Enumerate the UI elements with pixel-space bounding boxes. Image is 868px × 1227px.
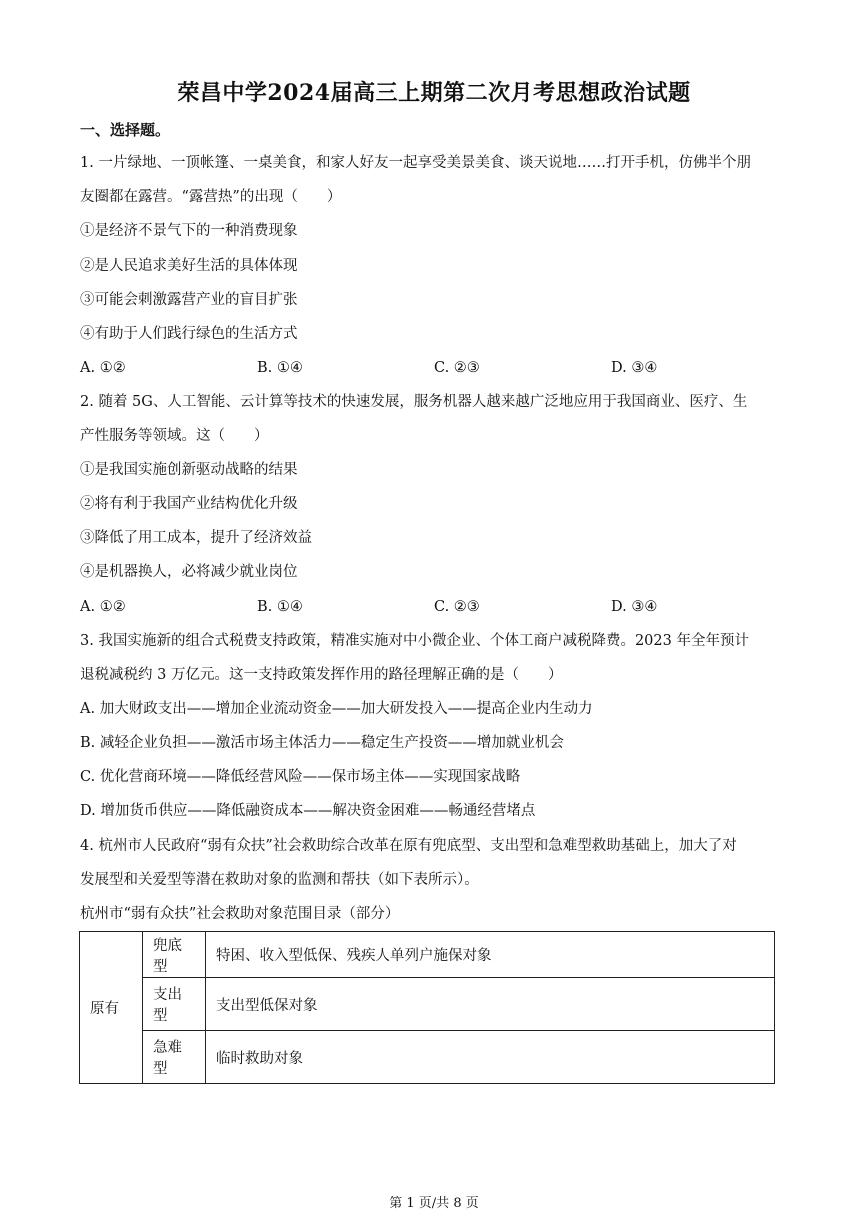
q1-item-1: ①是经济不景气下的一种消费现象 bbox=[80, 223, 298, 239]
q1-stem-line2: 友圈都在露营。“露营热”的出现（ ） bbox=[80, 189, 342, 205]
assistance-table bbox=[79, 931, 775, 1084]
q2-option-b: B. ①④ bbox=[257, 599, 303, 615]
table-type-cell: 支出型 bbox=[143, 978, 206, 1031]
q2-item-2: ②将有利于我国产业结构优化升级 bbox=[80, 496, 298, 512]
q1-item-4: ④有助于人们践行绿色的生活方式 bbox=[80, 326, 298, 342]
q3-stem-line2: 退税减税约 3 万亿元。这一支持政策发挥作用的路径理解正确的是（ ） bbox=[80, 667, 563, 683]
table-desc-cell: 临时救助对象 bbox=[206, 1031, 775, 1084]
q2-option-a: A. ①② bbox=[80, 599, 126, 615]
q3-option-b: B. 减轻企业负担——激活市场主体活力——稳定生产投资——增加就业机会 bbox=[80, 735, 564, 751]
q2-option-d: D. ③④ bbox=[611, 599, 658, 615]
q1-option-b: B. ①④ bbox=[257, 360, 303, 376]
q1-stem-line1: 1. 一片绿地、一顶帐篷、一桌美食，和家人好友一起享受美景美食、谈天说地……打开手机，仿佛半个朋 bbox=[80, 155, 751, 171]
q1-option-a: A. ①② bbox=[80, 360, 126, 376]
q1-item-2: ②是人民追求美好生活的具体体现 bbox=[80, 258, 298, 274]
table-type-cell: 急难型 bbox=[143, 1031, 206, 1084]
table-desc-cell: 特困、收入型低保、残疾人单列户施保对象 bbox=[206, 932, 775, 978]
section-heading: 一、选择题。 bbox=[80, 121, 171, 139]
q3-option-c: C. 优化营商环境——降低经营风险——保市场主体——实现国家战略 bbox=[80, 769, 521, 785]
page-footer: 第 1 页/共 8 页 bbox=[389, 1196, 479, 1211]
q1-option-c: C. ②③ bbox=[434, 360, 480, 376]
q1-option-d: D. ③④ bbox=[611, 360, 658, 376]
table-desc-cell: 支出型低保对象 bbox=[206, 978, 775, 1031]
table-group-cell: 原有 bbox=[80, 932, 143, 1084]
table-row bbox=[80, 978, 775, 1031]
q4-stem-line2: 发展型和关爱型等潜在救助对象的监测和帮扶（如下表所示）。 bbox=[80, 872, 479, 888]
q2-item-4: ④是机器换人，必将减少就业岗位 bbox=[80, 564, 298, 580]
q2-stem-line2: 产性服务等领域。这（ ） bbox=[80, 428, 269, 444]
page-title: 荣昌中学2024届高三上期第二次月考思想政治试题 bbox=[177, 80, 691, 106]
q2-stem-line1: 2. 随着 5G、人工智能、云计算等技术的快速发展，服务机器人越来越广泛地应用于我国商业、医疗、生 bbox=[80, 394, 748, 410]
table-caption: 杭州市“弱有众扶”社会救助对象范围目录（部分） bbox=[80, 906, 400, 922]
table-type-cell: 兜底型 bbox=[143, 932, 206, 978]
table-row bbox=[80, 932, 775, 978]
q4-stem-line1: 4. 杭州市人民政府“弱有众扶”社会救助综合改革在原有兜底型、支出型和急难型救助基础上，加大了对 bbox=[80, 838, 737, 854]
q3-option-a: A. 加大财政支出——增加企业流动资金——加大研发投入——提高企业内生动力 bbox=[80, 701, 593, 717]
q1-item-3: ③可能会刺激露营产业的盲目扩张 bbox=[80, 292, 298, 308]
q3-option-d: D. 增加货币供应——降低融资成本——解决资金困难——畅通经营堵点 bbox=[80, 803, 536, 819]
table-row bbox=[80, 1031, 775, 1084]
q3-stem-line1: 3. 我国实施新的组合式税费支持政策，精准实施对中小微企业、个体工商户减税降费。2023 年全年预计 bbox=[80, 633, 749, 649]
q2-item-1: ①是我国实施创新驱动战略的结果 bbox=[80, 462, 298, 478]
q2-item-3: ③降低了用工成本，提升了经济效益 bbox=[80, 530, 312, 546]
q2-option-c: C. ②③ bbox=[434, 599, 480, 615]
